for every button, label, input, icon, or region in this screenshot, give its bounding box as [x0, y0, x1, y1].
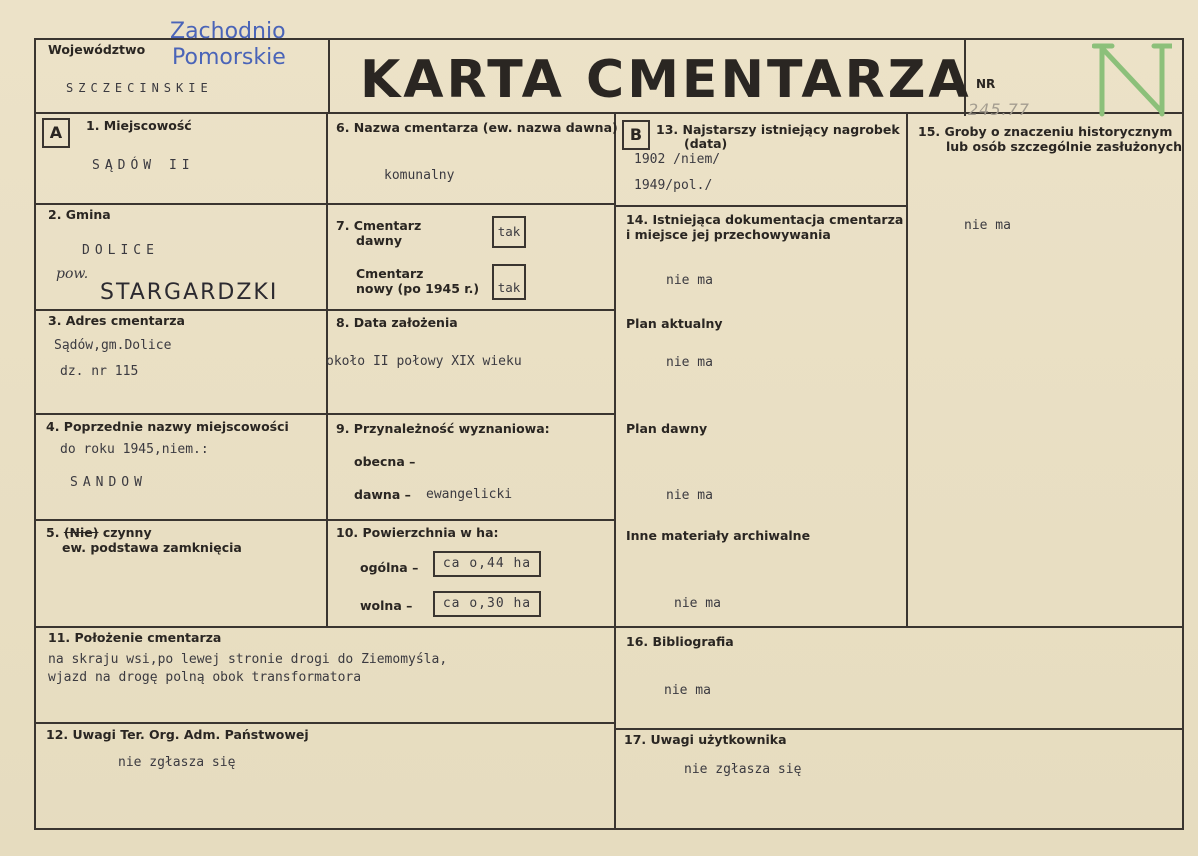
field-17-value: nie zgłasza się — [684, 762, 802, 777]
powiat-value: STARGARDZKI — [100, 280, 279, 305]
field-8-value: około II połowy XIX wieku — [326, 354, 522, 369]
green-n-mark — [1092, 40, 1172, 120]
field-5-prefix: 5. — [46, 525, 60, 540]
wojewodztwo-label: Województwo — [48, 42, 146, 57]
card-frame — [34, 38, 1184, 830]
field-7-old-label-2: dawny — [356, 233, 402, 248]
divider — [36, 626, 1183, 628]
field-6-label: 6. Nazwa cmentarza (ew. nazwa dawna) — [336, 120, 618, 135]
divider — [328, 40, 330, 112]
section-a-box: A — [42, 118, 70, 148]
divider — [36, 309, 616, 311]
divider — [36, 519, 616, 521]
field-5-nie: (Nie) — [63, 525, 99, 540]
field-16-value: nie ma — [664, 683, 711, 698]
field-10-label: 10. Powierzchnia w ha: — [336, 525, 499, 540]
divider — [36, 203, 616, 205]
field-7-old-label-1: 7. Cmentarz — [336, 218, 422, 233]
field-12-value: nie zgłasza się — [118, 755, 236, 770]
field-11-line2: wjazd na drogę polną obok transformatora — [48, 670, 362, 685]
field-11-line1: na skraju wsi,po lewej stronie drogi do Ziemomyśla, — [48, 652, 448, 667]
page-title: KARTA CMENTARZA — [360, 50, 972, 110]
field-7-new-label-2: nowy (po 1945 r.) — [356, 281, 480, 296]
field-3-line1: Sądów,gm.Dolice — [54, 338, 172, 353]
field-1-label: 1. Miejscowość — [86, 118, 192, 133]
field-14-label-2: i miejsce jej przechowywania — [626, 227, 831, 242]
field-5-sub: ew. podstawa zamknięcia — [62, 540, 242, 555]
field-14-label-1: 14. Istniejąca dokumentacja cmentarza — [626, 212, 904, 227]
field-10-free-value: ca o,30 ha — [433, 591, 541, 617]
field-13-label-1: 13. Najstarszy istniejący nagrobek — [656, 122, 900, 137]
plan-current-label: Plan aktualny — [626, 316, 723, 331]
divider — [906, 112, 908, 628]
field-9-label: 9. Przynależność wyznaniowa: — [336, 421, 550, 436]
plan-old-value: nie ma — [666, 488, 713, 503]
other-materials-value: nie ma — [674, 596, 721, 611]
region-stamp-line2: Pomorskie — [172, 45, 286, 70]
field-13-line2: 1949/pol./ — [634, 178, 713, 193]
field-9-current-label: obecna – — [354, 454, 416, 469]
field-10-free-label: wolna – — [360, 598, 413, 613]
field-16-label: 16. Bibliografia — [626, 634, 734, 649]
powiat-label: pow. — [56, 266, 89, 282]
field-10-total-value: ca o,44 ha — [433, 551, 541, 577]
wojewodztwo-value: SZCZECINSKIE — [66, 81, 213, 95]
field-15-label-2: lub osób szczególnie zasłużonych — [946, 139, 1183, 154]
divider — [616, 205, 908, 207]
field-12-label: 12. Uwagi Ter. Org. Adm. Państwowej — [46, 727, 309, 742]
field-9-former-value: ewangelicki — [426, 487, 513, 502]
nr-label: NR — [976, 77, 996, 91]
region-stamp-line1: Zachodnio — [170, 19, 286, 44]
field-3-label: 3. Adres cmentarza — [48, 313, 185, 328]
plan-old-label: Plan dawny — [626, 421, 708, 436]
divider — [616, 728, 1183, 730]
divider — [36, 722, 616, 724]
field-15-value: nie ma — [964, 218, 1011, 233]
field-4-label: 4. Poprzednie nazwy miejscowości — [46, 419, 289, 434]
field-11-label: 11. Położenie cmentarza — [48, 630, 222, 645]
field-2-label: 2. Gmina — [48, 207, 111, 222]
field-8-label: 8. Data założenia — [336, 315, 458, 330]
field-4-line2: SANDOW — [70, 475, 147, 490]
field-14-value: nie ma — [666, 273, 713, 288]
divider — [614, 112, 616, 828]
field-15-label-1: 15. Groby o znaczeniu historycznym — [918, 124, 1173, 139]
field-4-line1: do roku 1945,niem.: — [60, 442, 209, 457]
field-7-new-label-1: Cmentarz — [356, 266, 424, 281]
field-17-label: 17. Uwagi użytkownika — [624, 732, 787, 747]
nr-value: 245.77 — [968, 100, 1030, 119]
field-13-line1: 1902 /niem/ — [634, 152, 721, 167]
field-2-value: DOLICE — [82, 243, 159, 258]
field-5-label — [46, 525, 152, 540]
field-9-former-label: dawna – — [354, 487, 411, 502]
divider — [36, 413, 616, 415]
plan-current-value: nie ma — [666, 355, 713, 370]
field-10-total-label: ogólna – — [360, 560, 419, 575]
section-b-box: B — [622, 120, 650, 150]
field-7-new-box: tak — [492, 264, 526, 300]
field-13-label-2: (data) — [684, 136, 728, 151]
field-3-line2: dz. nr 115 — [60, 364, 139, 379]
field-1-value: SĄDÓW II — [92, 158, 195, 173]
field-6-value: komunalny — [384, 168, 455, 183]
other-materials-label: Inne materiały archiwalne — [626, 528, 811, 543]
field-5-rest: czynny — [102, 525, 152, 540]
field-7-old-box: tak — [492, 216, 526, 248]
